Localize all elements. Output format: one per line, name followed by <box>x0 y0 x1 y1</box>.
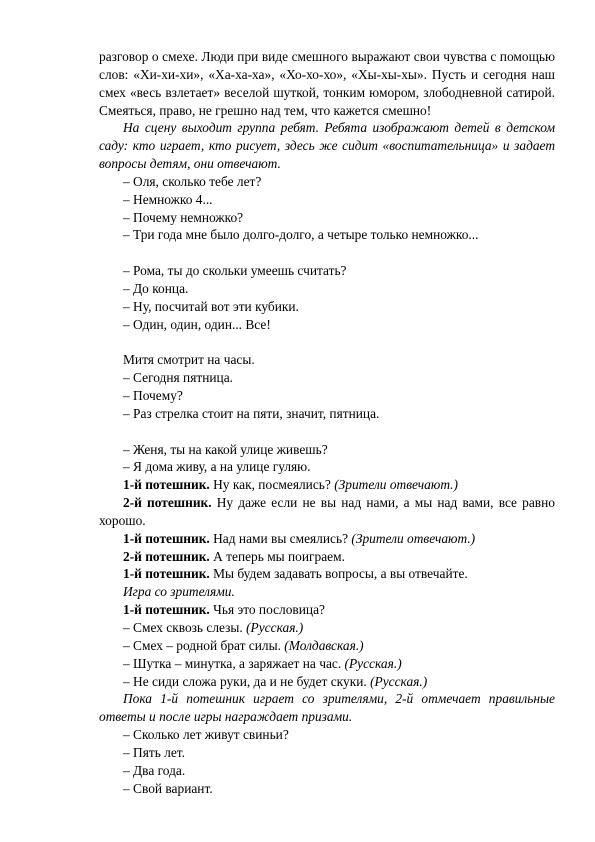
blank-line <box>99 423 555 441</box>
speaker-line <box>99 565 555 583</box>
page-text <box>99 48 555 797</box>
audience-note: (Зрители отвечают.) <box>351 530 476 546</box>
proverb-line <box>99 619 555 637</box>
dialogue-line: – Сколько лет живут свиньи? <box>123 727 289 743</box>
proverb-origin: (Русская.) <box>370 673 428 689</box>
dialogue-line: – Два года. <box>123 762 186 778</box>
speaker-line <box>99 601 555 619</box>
dialogue-line: – Сегодня пятница. <box>123 370 234 386</box>
proverb-origin: (Русская.) <box>246 620 304 635</box>
blank-line <box>99 334 555 352</box>
dialogue-line: – Рома, ты до скольки умеешь считать? <box>123 263 347 279</box>
stage-direction: На сцену выходит группа ребят. Ребята изображают детей в детском саду: кто играет, кто рисует, здесь же сидит «воспитательница» и задает вопросы детям, они отвечают. <box>99 120 555 172</box>
speaker-text: Ну даже если не вы над нами, а мы над вами, все равно хорошо. <box>99 495 555 528</box>
proverb-line <box>99 655 555 673</box>
dialogue-line: – Свой вариант. <box>123 780 213 796</box>
dialogue-line: – Я дома живу, а на улице гуляю. <box>123 459 311 475</box>
blank-line <box>99 244 555 262</box>
speaker-name: 1-й потешник. <box>123 602 210 618</box>
game-heading: Игра со зрителями. <box>123 584 235 600</box>
dialogue-line: – Женя, ты на какой улице живешь? <box>123 441 328 457</box>
dialogue-line: – Немножко 4... <box>123 191 213 207</box>
dialogue-line: – Почему? <box>123 388 183 404</box>
proverb-origin: (Молдавская.) <box>284 637 364 653</box>
speaker-text: Мы будем задавать вопросы, а вы отвечайте. <box>209 566 468 582</box>
dialogue-line: – Оля, сколько тебе лет? <box>123 173 262 189</box>
speaker-name: 2-й потешник. <box>123 495 212 511</box>
dialogue-line: – Пять лет. <box>123 744 185 760</box>
stage-direction: Пока 1-й потешник играет со зрителями, 2-й отмечает правильные ответы и после игры награждает призами. <box>99 691 555 725</box>
speaker-text: Ну как, посмеялись? <box>209 477 335 493</box>
speaker-name: 1-й потешник. <box>123 477 210 493</box>
narration-line: Митя смотрит на часы. <box>123 352 255 368</box>
dialogue-line: – До конца. <box>123 280 189 296</box>
proverb-text: – Смех – родной брат силы. <box>123 637 285 653</box>
speaker-text: Над нами вы смеялись? <box>209 530 352 546</box>
speaker-text: А теперь мы поиграем. <box>209 548 345 564</box>
speaker-line <box>99 530 555 548</box>
speaker-line <box>99 494 555 530</box>
speaker-name: 1-й потешник. <box>123 530 210 546</box>
proverb-origin: (Русская.) <box>344 655 402 671</box>
dialogue-line: – Почему немножко? <box>123 209 244 225</box>
speaker-name: 1-й потешник. <box>123 566 210 582</box>
proverb-line <box>99 673 555 691</box>
audience-note: (Зрители отвечают.) <box>334 477 458 493</box>
speaker-text: Чья это пословица? <box>209 602 325 618</box>
dialogue-line: – Один, один, один... Все! <box>123 316 271 332</box>
dialogue-line: – Раз стрелка стоит на пяти, значит, пятница. <box>123 405 380 421</box>
proverb-text: – Шутка – минутка, а заряжает на час. <box>123 655 345 671</box>
speaker-name: 2-й потешник. <box>123 548 210 564</box>
speaker-line <box>99 548 555 566</box>
intro-paragraph: разговор о смехе. Люди при виде смешного выражают свои чувства с помощью слов: «Хи-хи-хи», «Ха-ха-ха», «Хо-хо-хо», «Хы-хы-хы». Пусть и сегодня наш смех «весь взлетает» веселой шуткой, тонким юмором, злободневной сатирой. Смеяться, право, не грешно над тем, что кажется смешно! <box>99 49 555 118</box>
proverb-text: – Не сиди сложа руки, да и не будет скуки. <box>123 673 371 689</box>
speaker-line <box>99 476 555 494</box>
dialogue-line: – Ну, посчитай вот эти кубики. <box>123 298 299 314</box>
dialogue-line: – Три года мне было долго-долго, а четыре только немножко... <box>123 227 479 243</box>
proverb-text: – Смех сквозь слезы. <box>123 620 247 635</box>
proverb-line <box>99 637 555 655</box>
